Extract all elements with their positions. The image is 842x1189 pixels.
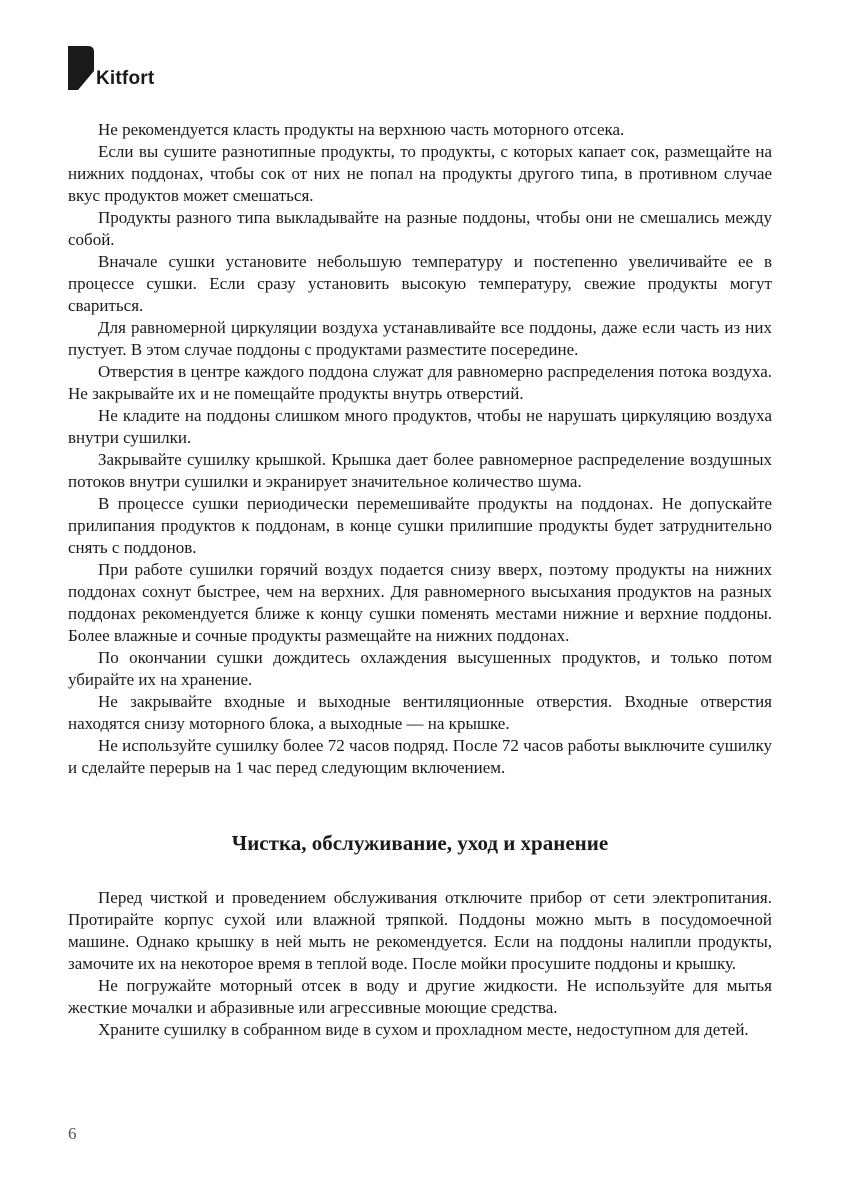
paragraph: При работе сушилки горячий воздух подается снизу вверх, поэтому продукты на нижних поддонах сохнут быстрее, чем на верхних. Для равномерного высыхания продуктов на разных поддонах рекомендуется ближе к концу сушки поменять местами нижние и верхние поддоны. Более влажные и сочные продукты размещайте на нижних поддонах.: [68, 560, 772, 645]
paragraph: Отверстия в центре каждого поддона служат для равномерно распределения потока воздуха. Не закрывайте их и не помещайте продукты внутрь отверстий.: [68, 362, 772, 403]
page-number: 6: [68, 1124, 77, 1143]
paragraph: Для равномерной циркуляции воздуха устанавливайте все поддоны, даже если часть из них пустует. В этом случае поддоны с продуктами разместите посередине.: [68, 318, 772, 359]
paragraph: Продукты разного типа выкладывайте на разные поддоны, чтобы они не смешались между собой.: [68, 208, 772, 249]
kitfort-logo-icon: [68, 46, 94, 90]
document-body: [68, 119, 772, 1041]
paragraph: Если вы сушите разнотипные продукты, то продукты, с которых капает сок, размещайте на нижних поддонах, чтобы сок от них не попал на продукты другого типа, в противном случае вкус продуктов может смешаться.: [68, 142, 772, 205]
paragraph: В процессе сушки периодически перемешивайте продукты на поддонах. Не допускайте прилипания продуктов к поддонам, в конце сушки прилипшие продукты будет затруднительно снять с поддонов.: [68, 494, 772, 557]
paragraph: Не используйте сушилку более 72 часов подряд. После 72 часов работы выключите сушилку и сделайте перерыв на 1 час перед следующим включением.: [68, 736, 772, 777]
paragraph: По окончании сушки дождитесь охлаждения высушенных продуктов, и только потом убирайте их на хранение.: [68, 648, 772, 689]
paragraph: Закрывайте сушилку крышкой. Крышка дает более равномерное распределение воздушных потоков внутри сушилки и экранирует значительное количество шума.: [68, 450, 772, 491]
paragraph: Не закрывайте входные и выходные вентиляционные отверстия. Входные отверстия находятся снизу моторного блока, а выходные — на крышке.: [68, 692, 772, 733]
paragraph: Не кладите на поддоны слишком много продуктов, чтобы не нарушать циркуляцию воздуха внутри сушилки.: [68, 406, 772, 447]
paragraph: Не погружайте моторный отсек в воду и другие жидкости. Не используйте для мытья жесткие мочалки и абразивные или агрессивные моющие средства.: [68, 976, 772, 1017]
paragraph: Вначале сушки установите небольшую температуру и постепенно увеличивайте ее в процессе сушки. Если сразу установить высокую температуру, свежие продукты могут свариться.: [68, 252, 772, 315]
paragraph: Перед чисткой и проведением обслуживания отключите прибор от сети электропитания. Протирайте корпус сухой или влажной тряпкой. Поддоны можно мыть в посудомоечной машине. Однако крышку в ней мыть не рекомендуется. Если на поддоны налипли продукты, замочите их на некоторое время в теплой воде. После мойки просушите поддоны и крышку.: [68, 888, 772, 973]
paragraph: Храните сушилку в собранном виде в сухом и прохладном месте, недоступном для детей.: [98, 1020, 749, 1039]
logo-text: Kitfort: [96, 68, 155, 89]
brand-logo: [68, 46, 154, 90]
paragraph: Не рекомендуется класть продукты на верхнюю часть моторного отсека.: [98, 120, 625, 139]
section-title: Чистка, обслуживание, уход и хранение: [231, 831, 609, 855]
